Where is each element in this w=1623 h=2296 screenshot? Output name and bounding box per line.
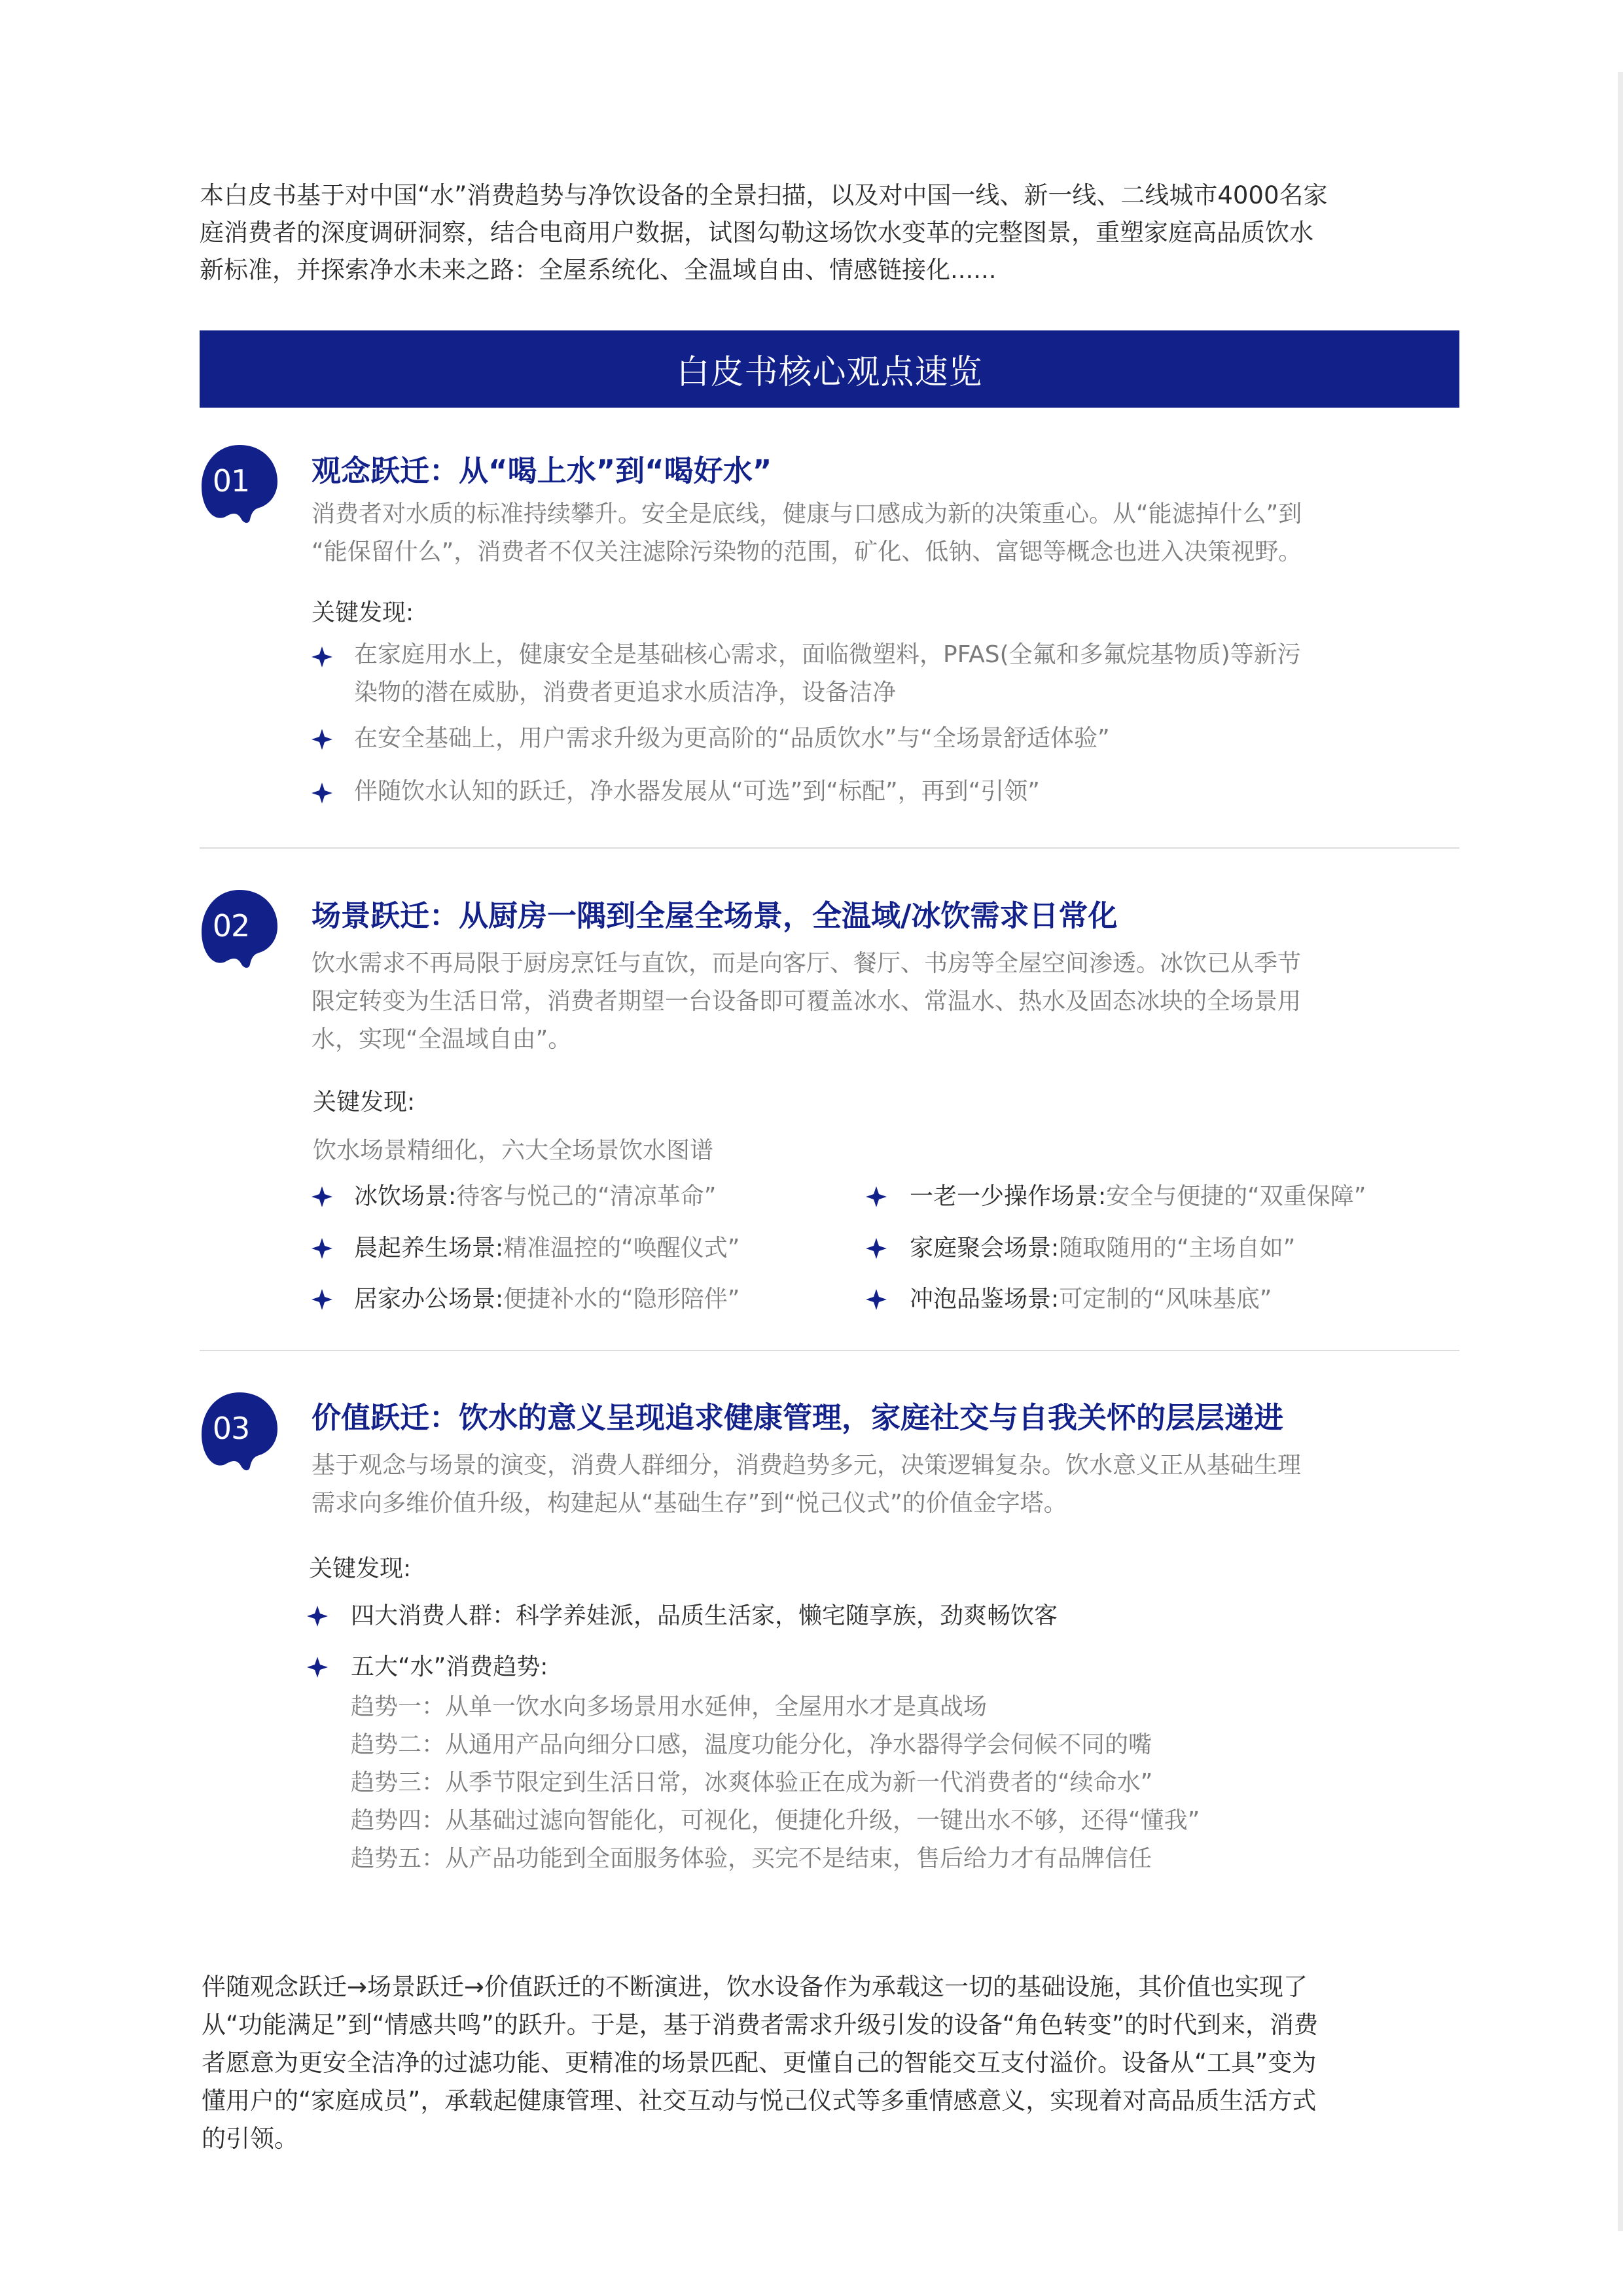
conclusion-paragraph: [202, 1968, 1318, 2158]
star-bullet-icon: [306, 1656, 329, 1678]
scene-item: [910, 1280, 1272, 1318]
scene-item: [910, 1229, 1295, 1267]
trend-item: 趋势五：从产品功能到全面服务体验，买完不是结束，售后给力才有品牌信任: [351, 1845, 1152, 1872]
star-bullet-icon: [865, 1237, 887, 1260]
desc-line: 消费者对水质的标准持续攀升。安全是底线，健康与口感成为新的决策重心。从“能滤掉什么”到: [312, 501, 1302, 527]
scene-label: 家庭聚会场景:: [910, 1235, 1060, 1262]
finding-line: 五大“水”消费趋势:: [351, 1653, 548, 1680]
section-01-description: [312, 495, 1302, 571]
intro-line: 本白皮书基于对中国“水”消费趋势与净饮设备的全景扫描，以及对中国一线、新一线、二线城市4000名家: [200, 181, 1328, 209]
star-bullet-icon: [311, 646, 333, 668]
desc-line: 水，实现“全温域自由”。: [312, 1026, 572, 1053]
star-bullet-icon: [311, 1237, 333, 1260]
section-02-key-findings-label: 关键发现:: [313, 1089, 416, 1116]
finding-item: [351, 1648, 548, 1686]
conclusion-line: 者愿意为更安全洁净的过滤功能、更精准的场景匹配、更懂自己的智能交互支付溢价。设备从“工具”变为: [202, 2049, 1317, 2077]
banner-title: 白皮书核心观点速览: [676, 353, 983, 392]
scene-text: 可定制的“风味基底”: [1059, 1286, 1272, 1313]
conclusion-line: 从“功能满足”到“情感共鸣”的跃升。于是，基于消费者需求升级引发的设备“角色转变”的时代到来，消费: [202, 2011, 1319, 2039]
section-01-key-findings-label: 关键发现:: [312, 599, 414, 626]
finding-item: [354, 636, 1301, 712]
intro-line: 新标准，并探索净水未来之路：全屋系统化、全温域自由、情感链接化......: [200, 256, 997, 284]
conclusion-line: 伴随观念跃迁→场景跃迁→价值跃迁的不断演进，饮水设备作为承载这一切的基础设施，其价值也实现了: [202, 1973, 1308, 2001]
scene-item: [354, 1280, 740, 1318]
star-bullet-icon: [865, 1288, 887, 1311]
intro-line: 庭消费者的深度调研洞察，结合电商用户数据，试图勾勒这场饮水变革的完整图景，重塑家庭高品质饮水: [200, 219, 1313, 247]
star-bullet-icon: [311, 1288, 333, 1311]
trend-item: 趋势二：从通用产品向细分口感，温度功能分化，净水器得学会伺候不同的嘴: [351, 1731, 1152, 1758]
section-02-description: [312, 945, 1301, 1059]
desc-line: 限定转变为生活日常，消费者期望一台设备即可覆盖冰水、常温水、热水及固态冰块的全场景用: [312, 988, 1302, 1015]
scene-item: [354, 1178, 716, 1216]
finding-item: [354, 773, 1040, 811]
scene-label: 一老一少操作场景:: [910, 1183, 1107, 1210]
section-02-badge: [196, 885, 283, 971]
section-03-badge: [196, 1387, 283, 1474]
star-bullet-icon: [306, 1605, 329, 1627]
scene-text: 便捷补水的“隐形陪伴”: [503, 1286, 740, 1313]
finding-line: 四大消费人群：科学养娃派，品质生活家，懒宅随享族，劲爽畅饮客: [351, 1602, 1058, 1629]
section-divider: [200, 847, 1459, 849]
section-02-subtitle: 饮水场景精细化，六大全场景饮水图谱: [313, 1137, 714, 1164]
scene-label: 冰饮场景:: [354, 1183, 457, 1210]
star-bullet-icon: [311, 782, 333, 804]
scene-text: 精准温控的“唤醒仪式”: [503, 1235, 740, 1262]
conclusion-line: 的引领。: [202, 2125, 298, 2153]
scene-text: 安全与便捷的“双重保障”: [1106, 1183, 1366, 1210]
section-01-badge: [196, 440, 283, 526]
scene-item: [910, 1178, 1366, 1216]
desc-line: 饮水需求不再局限于厨房烹饪与直饮，而是向客厅、餐厅、书房等全屋空间渗透。冰饮已从季节: [312, 950, 1302, 977]
trend-item: 趋势四：从基础过滤向智能化，可视化，便捷化升级，一键出水不够，还得“懂我”: [351, 1807, 1200, 1834]
scene-label: 居家办公场景:: [354, 1286, 504, 1313]
section-number: 03: [212, 1411, 250, 1446]
section-02-title: 场景跃迁：从厨房一隅到全屋全场景，全温域/冰饮需求日常化: [312, 898, 1118, 933]
scene-text: 待客与悦己的“清凉革命”: [456, 1183, 717, 1210]
desc-line: 基于观念与场景的演变，消费人群细分，消费趋势多元，决策逻辑复杂。饮水意义正从基础生理: [312, 1452, 1302, 1479]
trend-list: [351, 1688, 1200, 1878]
section-divider: [200, 1350, 1459, 1351]
section-number: 01: [212, 463, 250, 499]
scene-item: [354, 1229, 740, 1267]
section-03-title: 价值跃迁：饮水的意义呈现追求健康管理，家庭社交与自我关怀的层层递进: [312, 1400, 1284, 1435]
conclusion-line: 懂用户的“家庭成员”，承载起健康管理、社交互动与悦己仪式等多重情感意义，实现着对高品质生活方式: [202, 2087, 1317, 2115]
finding-line: 在安全基础上，用户需求升级为更高阶的“品质饮水”与“全场景舒适体验”: [354, 725, 1110, 752]
scene-label: 冲泡品鉴场景:: [910, 1286, 1060, 1313]
finding-item: [354, 720, 1110, 758]
finding-line: 在家庭用水上，健康安全是基础核心需求，面临微塑料，PFAS(全氟和多氟烷基物质)等新污: [354, 641, 1301, 668]
star-bullet-icon: [311, 728, 333, 751]
section-03-key-findings-label: 关键发现:: [309, 1555, 412, 1582]
section-03-description: [312, 1447, 1301, 1523]
finding-line: 染物的潜在威胁，消费者更追求水质洁净，设备洁净: [354, 679, 897, 706]
page-edge-shadow: [1618, 72, 1623, 2231]
desc-line: “能保留什么”，消费者不仅关注滤除污染物的范围，矿化、低钠、富锶等概念也进入决策视野。: [312, 539, 1302, 565]
trend-item: 趋势一：从单一饮水向多场景用水延伸，全屋用水才是真战场: [351, 1693, 988, 1720]
finding-item: [351, 1597, 1058, 1635]
scene-label: 晨起养生场景:: [354, 1235, 504, 1262]
star-bullet-icon: [311, 1186, 333, 1208]
trend-item: 趋势三：从季节限定到生活日常，冰爽体验正在成为新一代消费者的“续命水”: [351, 1769, 1153, 1796]
intro-paragraph: [200, 177, 1328, 289]
scene-text: 随取随用的“主场自如”: [1059, 1235, 1296, 1262]
desc-line: 需求向多维价值升级，构建起从“基础生存”到“悦己仪式”的价值金字塔。: [312, 1490, 1067, 1517]
section-01-title: 观念跃迁：从“喝上水”到“喝好水”: [312, 453, 772, 488]
finding-line: 伴随饮水认知的跃迁，净水器发展从“可选”到“标配”，再到“引领”: [354, 778, 1040, 805]
section-number: 02: [212, 908, 250, 944]
star-bullet-icon: [865, 1186, 887, 1208]
core-points-banner: [200, 330, 1459, 408]
